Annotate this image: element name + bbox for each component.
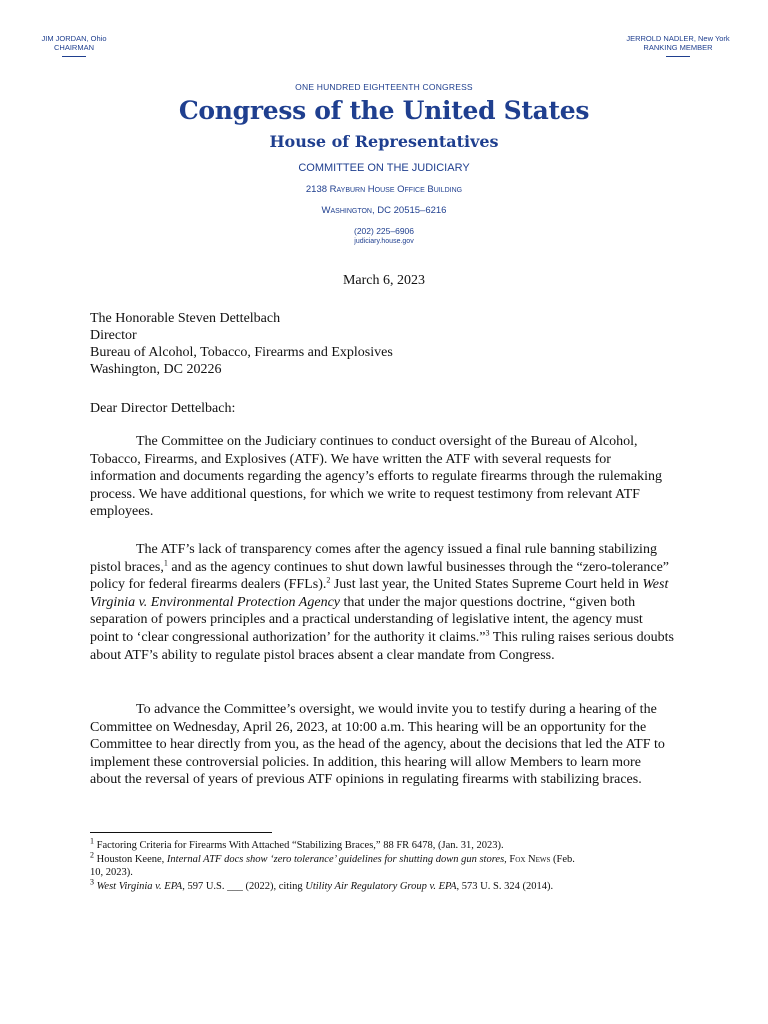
chairman-rule (62, 56, 86, 57)
footnote-text: Houston Keene, (94, 853, 167, 865)
letter-date: March 6, 2023 (342, 273, 426, 288)
footnote-2 (90, 850, 690, 867)
paragraph-2-text (90, 541, 675, 664)
chairman-name: JIM JORDAN, Ohio (41, 34, 107, 43)
footnote-number: 3 (90, 877, 94, 886)
paragraph-1-text: The Committee on the Judiciary continues to conduct oversight of the Bureau of Alcohol, Tobacco, Firearms, and Explosives (ATF). We have written the ATF with several requests for information and documents regarding the agency’s efforts to regulate firearms through the rulemaking process. We have additional questions, for which we write to request testimony from relevant ATF employees. (90, 434, 663, 520)
ranking-member-block (616, 34, 740, 57)
footnote-text: , 573 U. S. 324 (2014). (456, 880, 554, 892)
p2-segment: that under the major questions doctrine, “given both separation of powers principles and a practical understanding of legislative intent, the agency must point to ‘clear congressional authorization’ for the authority it claims.” (90, 594, 643, 645)
p2-segment: and as the agency continues to shut down lawful businesses through the “zero-tolerance” policy for federal firearms dealers (FFLs). (90, 559, 669, 593)
letterhead-phone: (202) 225–6906 (353, 226, 415, 236)
footnote-ref-2: 2 (326, 575, 331, 585)
recipient-line: Director (90, 328, 137, 343)
footnote-2-continued: 10, 2023). (90, 867, 133, 878)
p2-segment: Just last year, the United States Supreme Court held in (330, 577, 643, 593)
footnote-divider (90, 832, 272, 833)
letterhead-address-line2: Washington, DC 20515–6216 (321, 205, 447, 216)
footnote-ref-3: 3 (485, 628, 490, 638)
footnotes (90, 836, 690, 893)
letterhead-title: Congress of the United States (178, 96, 590, 125)
footnote-text: (Feb. (550, 853, 575, 865)
case-name: West Virginia v. EPA (94, 880, 183, 892)
chairman-title: CHAIRMAN (53, 43, 94, 52)
chairman-block (30, 34, 118, 57)
ranking-member-name: JERROLD NADLER, New York (626, 34, 730, 43)
footnote-number: 1 (90, 836, 94, 846)
footnote-1 (90, 836, 690, 853)
letterhead-committee: COMMITTEE ON THE JUDICIARY (298, 162, 470, 174)
recipient-line: Washington, DC 20226 (90, 362, 222, 377)
recipient-address (90, 310, 393, 378)
salutation: Dear Director Dettelbach: (90, 401, 236, 416)
footnote-text: Factoring Criteria for Firearms With Attached “Stabilizing Braces,” 88 FR 6478, (Jan. 31, 2023). (94, 840, 504, 851)
p2-segment: This ruling raises serious doubts about ATF’s ability to regulate pistol braces absent a clear mandate from Congress. (90, 629, 674, 663)
p2-segment: The ATF’s lack of transparency comes after the agency issued a final rule banning stabilizing pistol braces, (90, 542, 657, 575)
case-name: West Virginia v. Environmental Protection Agency (90, 577, 669, 610)
footnote-3 (90, 877, 690, 894)
ranking-member-rule (666, 56, 690, 57)
footnote-number: 2 (90, 850, 94, 859)
letterhead-house: House of Representatives (269, 132, 499, 151)
paragraph-2 (90, 541, 675, 664)
footnote-ref-1: 1 (163, 557, 168, 567)
case-name: Utility Air Regulatory Group v. EPA (305, 880, 457, 892)
congress-number: ONE HUNDRED EIGHTEENTH CONGRESS (295, 82, 473, 92)
article-title: Internal ATF docs show ‘zero tolerance’ guidelines for shutting down gun stores, (166, 853, 507, 865)
publication-name: Fox News (506, 853, 551, 865)
paragraph-1 (90, 433, 675, 521)
ranking-member-title: RANKING MEMBER (643, 43, 713, 52)
letterhead-address-line1: 2138 Rayburn House Office Building (305, 184, 463, 195)
paragraph-3 (90, 701, 675, 789)
recipient-line: Bureau of Alcohol, Tobacco, Firearms and Explosives (90, 345, 393, 360)
paragraph-3-text: To advance the Committee’s oversight, we would invite you to testify during a hearing of the Committee on Wednesday, April 26, 2023, at 10:00 a.m. This hearing will be an opportunity for the Committee to hear directly from you, as the head of the agency, about the decisions that led the ATF to implement these controversial policies. In addition, this hearing will allow Members to learn more about the reversal of years of previous ATF opinions in regulating firearms with stabilizing braces. (90, 702, 665, 788)
footnote-text: , 597 U.S. ___ (2022), citing (182, 880, 306, 892)
recipient-line: The Honorable Steven Dettelbach (90, 311, 281, 326)
letterhead-website: judiciary.house.gov (354, 238, 414, 245)
